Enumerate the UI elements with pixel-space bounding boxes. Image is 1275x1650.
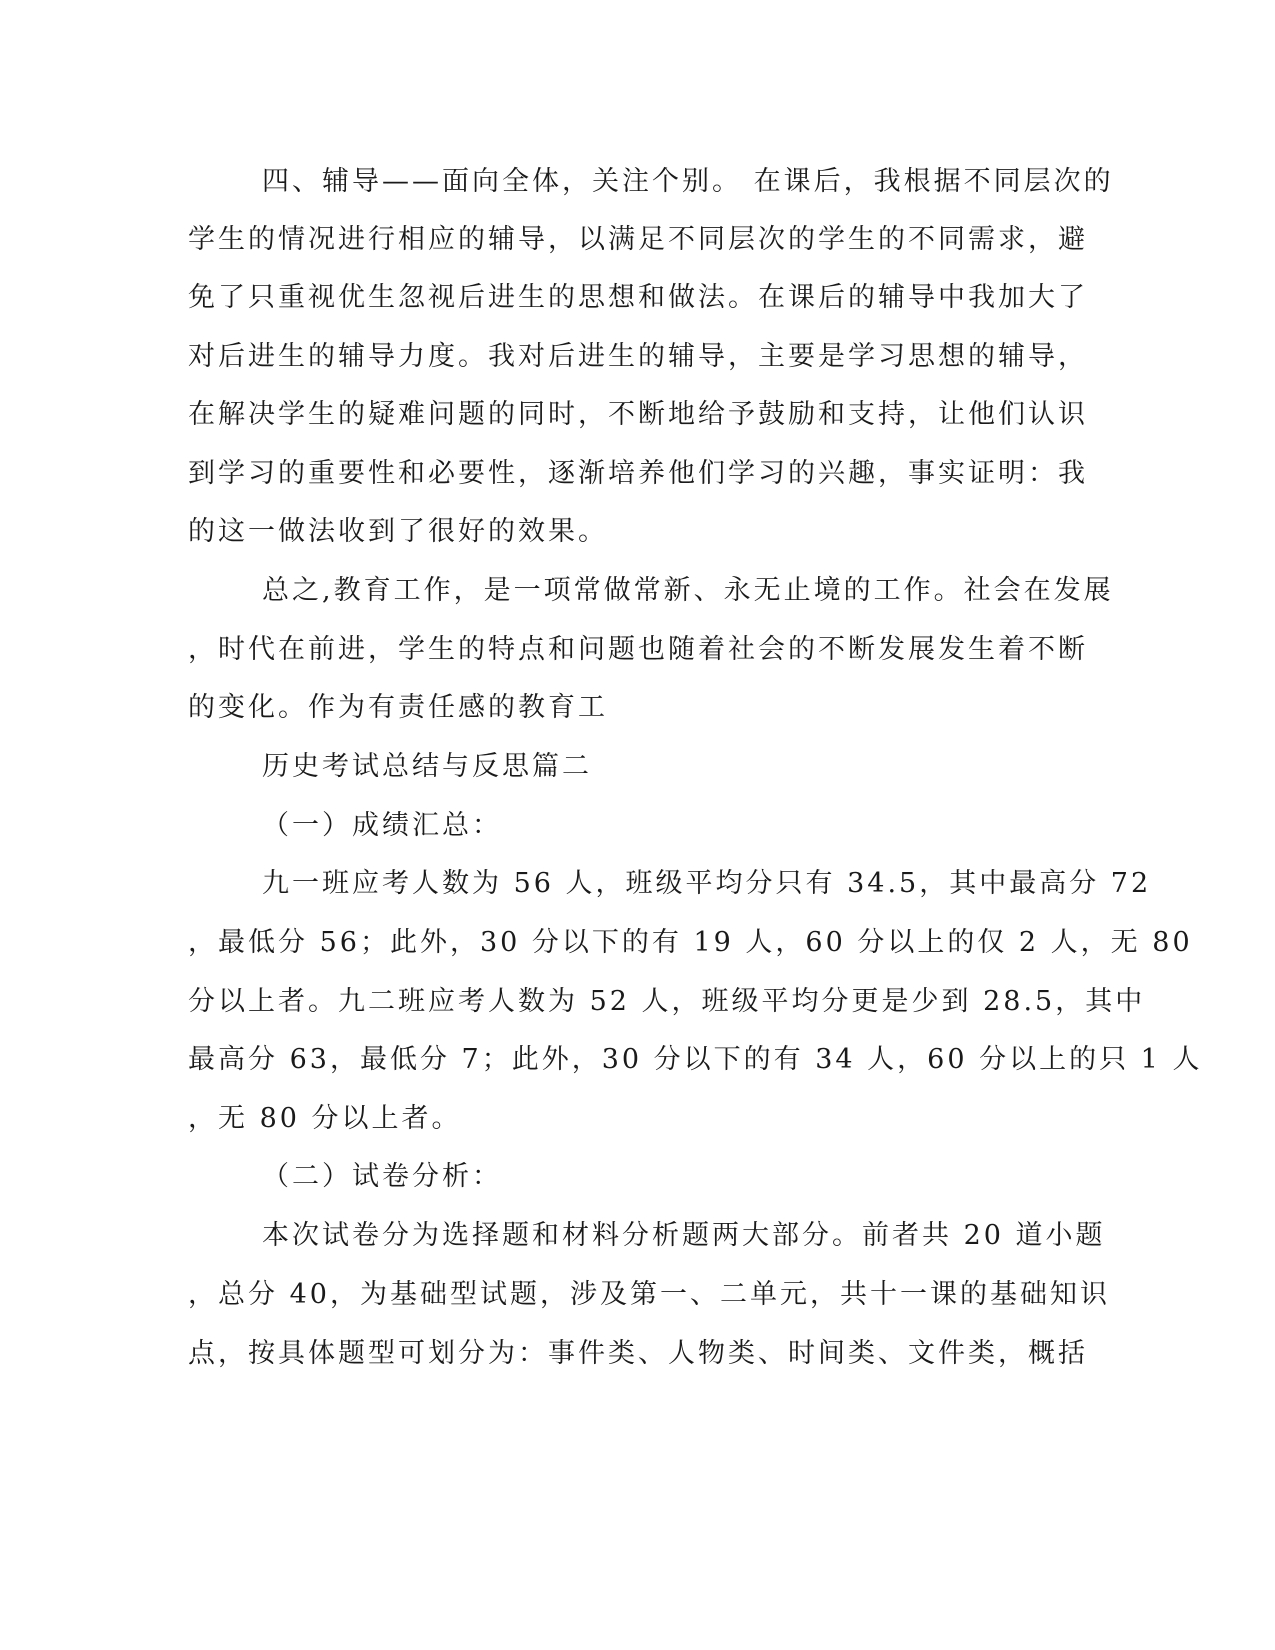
paragraph-line: 对后进生的辅导力度。我对后进生的辅导，主要是学习思想的辅导，	[188, 341, 1088, 372]
paragraph-line: 点，按具体题型可划分为：事件类、人物类、时间类、文件类，概括	[188, 1338, 1088, 1369]
paragraph-line: 学生的情况进行相应的辅导，以满足不同层次的学生的不同需求，避	[188, 224, 1088, 255]
paragraph-line: 在解决学生的疑难问题的同时，不断地给予鼓励和支持，让他们认识	[188, 399, 1088, 430]
paragraph-line: ，最低分 56；此外，30 分以下的有 19 人，60 分以上的仅 2 人，无 80	[188, 927, 1193, 958]
subsection-heading: （二）试卷分析：	[262, 1161, 502, 1192]
paragraph-line: 免了只重视优生忽视后进生的思想和做法。在课后的辅导中我加大了	[188, 282, 1088, 313]
paragraph-line: ，时代在前进，学生的特点和问题也随着社会的不断发展发生着不断	[188, 634, 1088, 665]
paragraph-line: ，总分 40，为基础型试题，涉及第一、二单元，共十一课的基础知识	[188, 1279, 1110, 1310]
subsection-heading: （一）成绩汇总：	[262, 810, 502, 841]
paragraph-line: 本次试卷分为选择题和材料分析题两大部分。前者共 20 道小题	[262, 1220, 1106, 1251]
paragraph-line: 的这一做法收到了很好的效果。	[188, 516, 608, 547]
paragraph-line: 的变化。作为有责任感的教育工	[188, 692, 608, 723]
paragraph-line: 总之,教育工作，是一项常做常新、永无止境的工作。社会在发展	[262, 575, 1114, 606]
paragraph-line: ，无 80 分以上者。	[188, 1103, 462, 1134]
paragraph-line: 四、辅导——面向全体，关注个别。 在课后，我根据不同层次的	[262, 166, 1114, 197]
paragraph-line: 最高分 63，最低分 7；此外，30 分以下的有 34 人，60 分以上的只 1 人	[188, 1044, 1203, 1075]
paragraph-line: 到学习的重要性和必要性，逐渐培养他们学习的兴趣，事实证明：我	[188, 458, 1088, 489]
section-heading: 历史考试总结与反思篇二	[262, 751, 592, 782]
paragraph-line: 分以上者。九二班应考人数为 52 人，班级平均分更是少到 28.5，其中	[188, 986, 1146, 1017]
paragraph-line: 九一班应考人数为 56 人，班级平均分只有 34.5，其中最高分 72	[262, 868, 1152, 899]
